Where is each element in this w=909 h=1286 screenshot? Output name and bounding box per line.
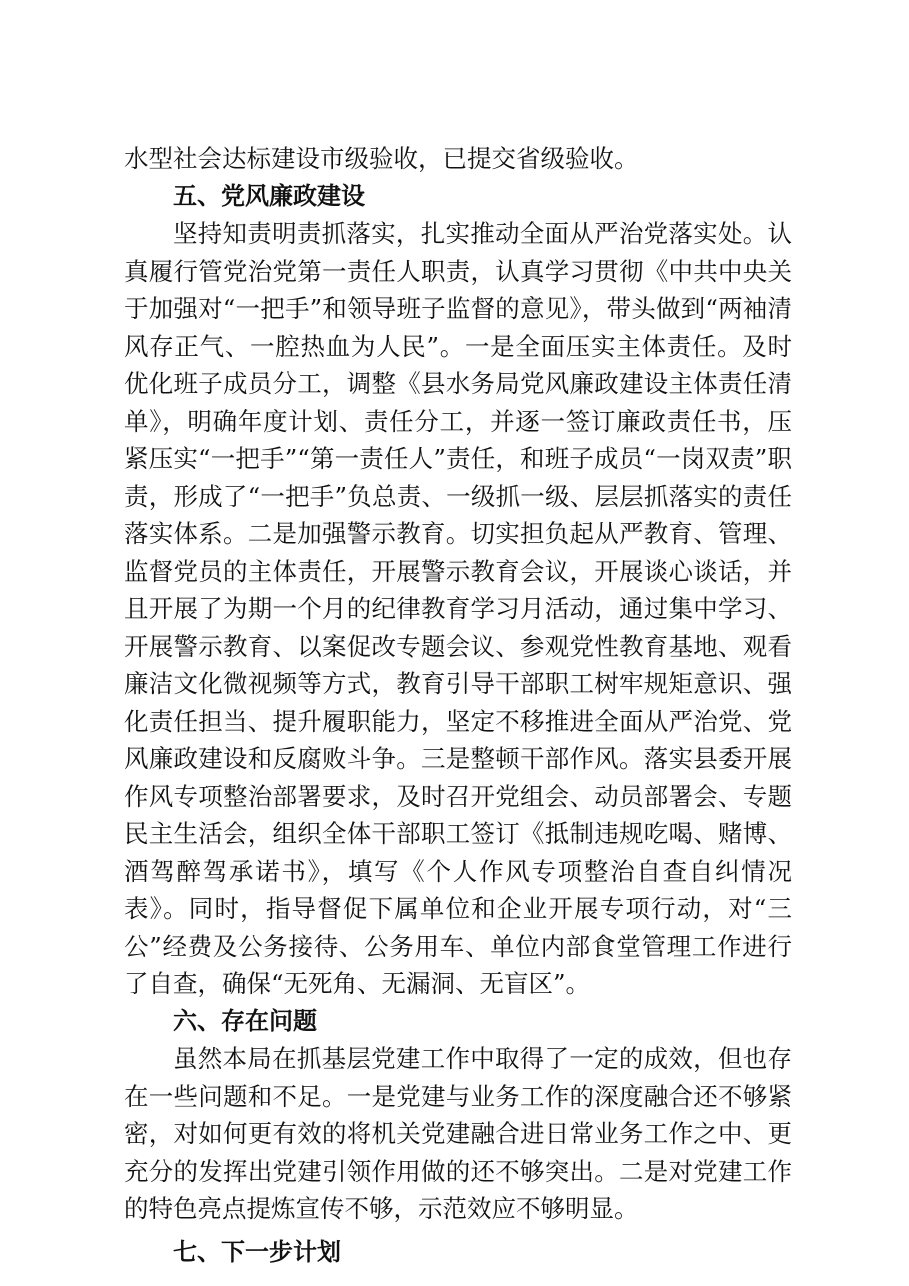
continuation-paragraph: 水型社会达标建设市级验收，已提交省级验收。 (124, 144, 639, 173)
document-page (124, 140, 792, 1271)
section-body-party-conduct: 坚持知责明责抓落实，扎实推动全面从严治党落实处。认真履行管党治党第一责任人职责，认真学习贯彻《中共中央关于加强对“一把手”和领导班子监督的意见》，带头做到“两袖清风存正气、一腔热血为人民”。一是全面压实主体责任。及时优化班子成员分工，调整《县水务局党风廉政建设主体责任清单》，明确年度计划、责任分工，并逐一签订廉政责任书，压紧压实“一把手”“第一责任人”责任，和班子成员“一岗双责”职责，形成了“一把手”负总责、一级抓一级、层层抓落实的责任落实体系。二是加强警示教育。切实担负起从严教育、管理、监督党员的主体责任，开展警示教育会议，开展谈心谈话，并且开展了为期一个月的纪律教育学习月活动，通过集中学习、开展警示教育、以案促改专题会议、参观党性教育基地、观看廉洁文化微视频等方式，教育引导干部职工树牢规矩意识、强化责任担当、提升履职能力，坚定不移推进全面从严治党、党风廉政建设和反腐败斗争。三是整顿干部作风。落实县委开展作风专项整治部署要求，及时召开党组会、动员部署会、专题民主生活会，组织全体干部职工签订《抵制违规吃喝、赌博、酒驾醉驾承诺书》，填写《个人作风专项整治自查自纠情况表》。同时，指导督促下属单位和企业开展专项行动，对“三公”经费及公务接待、公务用车、单位内部食堂管理工作进行了自查，确保“无死角、无漏洞、无盲区”。 (124, 219, 792, 998)
section-body-existing-problems: 虽然本局在抓基层党建工作中取得了一定的成效，但也存在一些问题和不足。一是党建与业务工作的深度融合还不够紧密，对如何更有效的将机关党建融合进日常业务工作之中、更充分的发挥出党建引领作用做的还不够突出。二是对党建工作的特色亮点提炼宣传不够，示范效应不够明显。 (124, 1044, 792, 1223)
section-heading-next-steps: 七、下一步计划 (173, 1237, 341, 1266)
section-heading-existing-problems: 六、存在问题 (173, 1006, 317, 1035)
section-heading-party-conduct: 五、党风廉政建设 (173, 181, 365, 210)
